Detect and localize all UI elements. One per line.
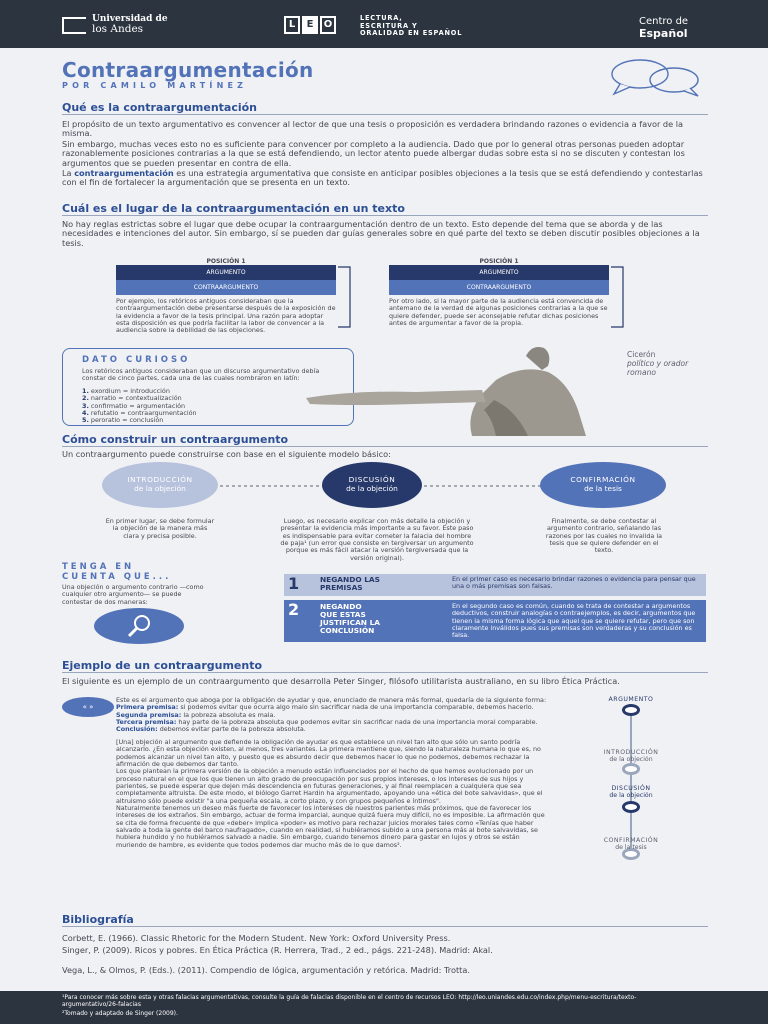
- timeline-label-discusion: DISCUSIÓN de la objeción: [609, 785, 653, 799]
- step-confirmation-circle: CONFIRMACIÓN de la tesis: [540, 462, 666, 508]
- singer-quote: Este es el argumento que aboga por la obligación de ayudar y que, enunciado de manera más formal, quedaría de la siguiente forma: Primera premisa: si podemos evitar que ocurra algo malo sin sacrificar nada de una importancia comparable, debemos hacerlo. Segunda premisa: la pobreza absoluta es mala. Tercera premisa: hay parte de la pobreza absoluta que podemos evitar sin sacrificar nada de una importancia moral comparable. Conclusión: debemos evitar parte de la pobreza absoluta. [Una] objeción al argumento que defiende la obligación de ayudar es que establece un nivel tan alto que sólo un santo podría alcanzarlo. ¿En esta objeción existen, al menos, tres variantes. La primera mantiene que, siendo la naturaleza humana lo que es, no podemos alcanzar un nivel tan alto, y puesto que es absurdo decir que debemos hacer lo que no podemos, debemos rechazar la afirmación de que debemos dar tanto. Los que plantean la primera versión de la objeción a menudo están influenciados por el hecho de que hemos evolucionado por un proceso natural en el que los que tienen un alto grado de preocupación por sus propios intereses, o los intereses de sus hijos y parientes, se puede esperar que dejen más descendencia en futuras generaciones, y al final reemplacen a cualquiera que sea completamente altruista. De este modo, el biólogo Garret Hardin ha argumentado, apoyando una «ética del bote salvavidas», que el altruismo sólo puede existir "a una pequeña escala, a corto plazo, y con grupos pequeños e íntimos". Naturalmente tenemos un deseo más fuerte de favorecer los intereses de nuestros parientes más próximos, que de favorecer los intereses de los extraños. Sin embargo, actuar de forma imparcial, aunque quizá fuera muy difícil, no es imposible. La afirmación que se cita de forma frecuente de que «deber» implica «poder» es motivo para rechazar juicios morales tales como «Tenías que haber salvado a toda la gente del barco naufragado», cuando en realidad, si hubiéramos subido a una persona más al bote salvavidas, se hubiera hundido y no hubiéramos salvado a nadie. Sin embargo, cuando tenemos dinero para gastar en lujos y otros se están muriendo de hambre, es evidente que todos podemos dar mucho más de lo que damos².: [116, 696, 547, 849]
- s4-paragraph-1: El siguiente es un ejemplo de un contraargumento que desarrolla Peter Singer, filósofo utilitarista australiano, en su libro Ética Práctica.: [62, 676, 620, 686]
- footer: [0, 991, 768, 1024]
- divider: [62, 446, 708, 447]
- position-left-label: POSICIÓN 1: [206, 258, 246, 265]
- footnote-2: ²Tomado y adaptado de Singer (2009).: [62, 1010, 178, 1017]
- s2-paragraph-1: No hay reglas estrictas sobre el lugar que debe ocupar la contraargumentación dentro de un texto. Esto depende del tema que se aborda y de las necesidades e intenciones del autor. Sin embargo, sí se pueden dar guías generales sobre en qué parte del texto se deben discutir posibles objeciones a la tesis.: [62, 219, 700, 248]
- position-right-counterargument: CONTRAARGUMENTO: [389, 280, 609, 295]
- bracket-icon: [336, 265, 356, 329]
- divider: [62, 114, 708, 115]
- step-introduction-desc: En primer lugar, se debe formular la objeción de la manera más clara y precisa posible.: [105, 517, 215, 540]
- position-right-label: POSICIÓN 1: [479, 258, 519, 265]
- list-item: 4. refutatio = contraargumentación: [82, 409, 197, 418]
- timeline-label-confirmacion: CONFIRMACIÓN de la tesis: [603, 837, 659, 851]
- list-item: 5. peroratio = conclusión: [82, 416, 164, 425]
- tenga-row-1-label: NEGANDO LAS PREMISAS: [320, 575, 380, 593]
- timeline-dot: [622, 801, 640, 813]
- tenga-title: TENGA EN CUENTA QUE...: [62, 562, 172, 582]
- divider: [62, 215, 708, 216]
- section2-heading: Cuál es el lugar de la contraargumentación en un texto: [62, 202, 405, 215]
- list-item: 2. narratio = contextualización: [82, 394, 182, 403]
- s3-paragraph-1: Un contraargumento puede construirse con base en el siguiente modelo básico:: [62, 449, 391, 459]
- position-right-desc: Por otro lado, si la mayor parte de la audiencia está convencida de antemano de la verdad de algunas posiciones contrarias a la que se quiere defender, puede ser aconsejable refutar dichas posiciones antes de argumentar a favor de la propia.: [389, 297, 608, 328]
- university-logo-icon: [62, 17, 86, 34]
- page-title: Contraargumentación: [62, 58, 314, 82]
- bibliography-ref: Singer, P. (2009). Ricos y pobres. En Ética Práctica (R. Herrera, Trad., 2 ed., págs. 221-248). Madrid: Akal.: [62, 945, 493, 955]
- top-bar: [0, 0, 768, 48]
- step-confirmation-desc: Finalmente, se debe contestar al argumento contrario, señalando las razones por las cuales no invalida la tesis que se quiere defender en el texto.: [545, 517, 663, 555]
- timeline-line: [630, 710, 632, 856]
- university-name: Universidad de los Andes: [92, 14, 168, 35]
- step-discussion-desc: Luego, es necesario explicar con más detalle la objeción y presentar la evidencia más importante a su favor. Este paso es indispensable para evitar cometer la falacia del hombre de paja¹ (un error que consiste en tergiversar un argumento porque es más fácil atacar la versión tergiversada que la versión original).: [280, 517, 474, 562]
- section4-heading: Ejemplo de un contraargumento: [62, 659, 263, 672]
- divider: [62, 926, 708, 927]
- magnifier-icon: [124, 612, 154, 640]
- footnote-1: ¹Para conocer más sobre esta y otras falacias argumentativas, consulte la guía de falacias disponible en el centro de recursos LEO: http://leo.uniandes.edu.co/index.php/menu-escritura/texto-argumentativo/26-falacias: [62, 994, 637, 1008]
- position-left-argument: ARGUMENTO: [116, 265, 336, 280]
- cicero-statue-image: [296, 340, 626, 436]
- list-item: 3. confirmatio = argumentación: [82, 401, 186, 410]
- position-left-counterargument: CONTRAARGUMENTO: [116, 280, 336, 295]
- tenga-row-2-label: NEGANDO QUE ESTAS JUSTIFICAN LA CONCLUSIÓN: [320, 602, 380, 636]
- list-item: 1. exordium = introducción: [82, 387, 170, 395]
- leo-logo: L E O: [284, 16, 336, 34]
- section3-heading: Cómo construir un contraargumento: [62, 433, 289, 446]
- tenga-row-1-number: 1: [288, 574, 300, 593]
- statue-caption: Cicerón político y orador romano: [627, 350, 689, 377]
- centro-espanol: Centro de Español: [639, 16, 689, 40]
- bibliography-ref: Vega, L., & Olmos, P. (Eds.). (2011). Compendio de lógica, argumentación y retórica. Madrid: Trotta.: [62, 965, 471, 975]
- s1-paragraph-2: Sin embargo, muchas veces esto no es suficiente para convencer por completo a la audiencia. Dado que por lo general otras personas pueden adoptar razonablemente posiciones contrarias a la que se está defendiendo, un lector atento puede albergar dudas sobre esta si no se discuten y contestan los argumentos que se pueden presentar en contra de ella.: [62, 139, 685, 168]
- section1-heading: Qué es la contraargumentación: [62, 101, 258, 114]
- s1-paragraph-3: La contraargumentación es una estrategia argumentativa que consiste en anticipar posibles objeciones a la tesis que se está defendiendo y contestarlas con el fin de fortalecer la argumentación que se presenta en un texto.: [62, 168, 703, 188]
- bracket-icon: [609, 265, 629, 329]
- divider: [62, 672, 708, 673]
- author-line: POR CAMILO MARTÍNEZ: [62, 81, 248, 90]
- step-discussion-circle: DISCUSIÓN de la objeción: [322, 462, 422, 508]
- dato-curioso-intro: Los retóricos antiguos consideraban que un discurso argumentativo debía constar de cinco partes, cada una de las cuales nombraron en latín:: [82, 367, 320, 383]
- dato-curioso-title: DATO CURIOSO: [82, 355, 191, 365]
- speech-bubbles-icon: [606, 56, 706, 98]
- timeline-label-argumento: ARGUMENTO: [608, 696, 654, 703]
- tenga-row-2-desc: En el segundo caso es común, cuando se trata de contestar a argumentos deductivos, construir analogías o contraejemplos, es decir, argumentos que tienen la misma forma lógica que aquel que se quiere refutar, pero que son claramente inválidos pues sus premisas son verdaderas y su conclusión es falsa.: [452, 602, 696, 640]
- timeline-label-introduccion: INTRODUCCIÓN de la objeción: [603, 749, 659, 763]
- step-introduction-circle: INTRODUCCIÓN de la objeción: [102, 462, 218, 508]
- position-right-argument: ARGUMENTO: [389, 265, 609, 280]
- quote-badge: « »: [62, 697, 114, 717]
- tenga-desc: Una objeción o argumento contrario —como cualquier otro argumento— se puede contestar de dos maneras:: [62, 583, 204, 606]
- bibliography-heading: Bibliografía: [62, 913, 134, 926]
- timeline-dot: [622, 704, 640, 716]
- position-left-desc: Por ejemplo, los retóricos antiguos consideraban que la contraargumentación debe presentarse después de la exposición de la evidencia a favor de la tesis principal. Una razón para adoptar esta disposición es que podría facilitar la labor de convencer a la audiencia sobre la debilidad de las objeciones.: [116, 297, 336, 335]
- bibliography-ref: Corbett, E. (1966). Classic Rhetoric for the Modern Student. New York: Oxford University Press.: [62, 933, 451, 943]
- s1-paragraph-1: El propósito de un texto argumentativo es convencer al lector de que una tesis o proposición es verdadera brindando razones o evidencia a favor de la misma.: [62, 119, 684, 139]
- tenga-row-1-desc: En el primer caso es necesario brindar razones o evidencia para pensar que una o más premisas son falsas.: [452, 575, 696, 591]
- tenga-row-2-number: 2: [288, 600, 300, 619]
- dato-curioso-list: [82, 388, 332, 425]
- timeline-dot: [622, 763, 640, 775]
- leo-tagline: LECTURA, ESCRITURA Y ORALIDAD EN ESPAÑOL: [360, 14, 463, 38]
